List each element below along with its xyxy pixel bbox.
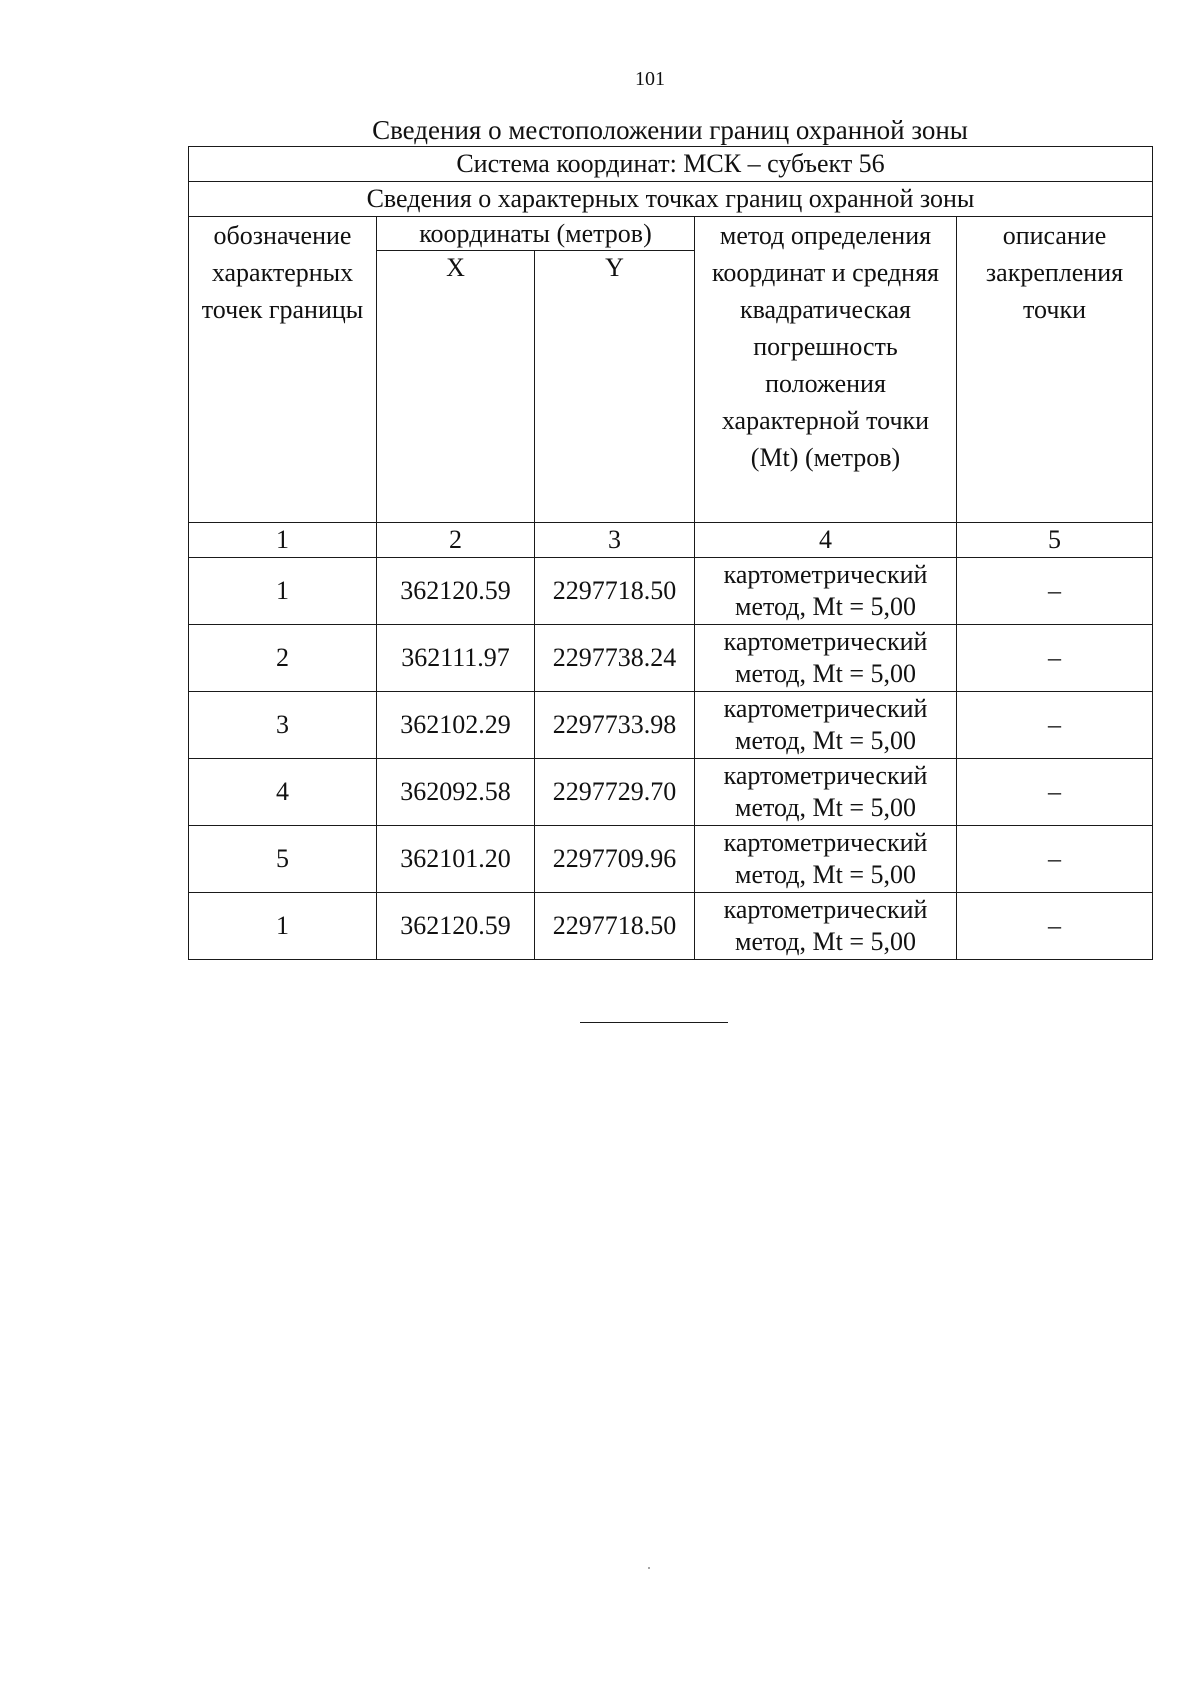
scan-speck: [648, 1567, 650, 1569]
table-row: [189, 826, 1153, 893]
table-row: [189, 625, 1153, 692]
table-column-numbers-row: [189, 523, 1153, 558]
table-row-points-heading: [189, 182, 1153, 217]
coordinate-y: 2297709.96: [535, 826, 695, 893]
point-number: 3: [189, 692, 377, 759]
table-row: [189, 692, 1153, 759]
method-line-2: метод, Mt = 5,00: [735, 927, 916, 956]
header-coordinates: координаты (метров): [377, 217, 695, 251]
coordinate-system-cell: Система координат: МСК – субъект 56: [189, 147, 1153, 182]
coordinate-x: 362101.20: [377, 826, 535, 893]
point-number: 2: [189, 625, 377, 692]
point-description: –: [957, 558, 1153, 625]
column-number-5: 5: [957, 523, 1153, 558]
column-number-3: 3: [535, 523, 695, 558]
method-line-1: картометрический: [723, 761, 928, 790]
separator-line: [580, 1022, 728, 1023]
column-number-4: 4: [695, 523, 957, 558]
point-description: –: [957, 692, 1153, 759]
point-number: 5: [189, 826, 377, 893]
method-cell: [695, 893, 957, 960]
page-number: 101: [635, 68, 665, 90]
method-line-2: метод, Mt = 5,00: [735, 726, 916, 755]
method-cell: [695, 692, 957, 759]
coordinate-y: 2297718.50: [535, 893, 695, 960]
coordinate-y: 2297718.50: [535, 558, 695, 625]
column-number-2: 2: [377, 523, 535, 558]
method-cell: [695, 759, 957, 826]
coordinate-x: 362102.29: [377, 692, 535, 759]
table-row-system: [189, 147, 1153, 182]
method-line-1: картометрический: [723, 828, 928, 857]
coordinate-x: 362111.97: [377, 625, 535, 692]
table-row: [189, 893, 1153, 960]
header-point-designation: обозначение характерных точек границы: [189, 217, 377, 523]
table-header-row-1: [189, 217, 1153, 251]
point-description: –: [957, 826, 1153, 893]
coordinates-table: [188, 146, 1153, 960]
coordinate-x: 362120.59: [377, 558, 535, 625]
method-line-2: метод, Mt = 5,00: [735, 793, 916, 822]
method-line-2: метод, Mt = 5,00: [735, 592, 916, 621]
method-cell: [695, 625, 957, 692]
coordinate-y: 2297738.24: [535, 625, 695, 692]
coordinate-y: 2297729.70: [535, 759, 695, 826]
coordinate-x: 362120.59: [377, 893, 535, 960]
column-number-1: 1: [189, 523, 377, 558]
method-line-2: метод, Mt = 5,00: [735, 659, 916, 688]
table-row: [189, 558, 1153, 625]
document-title: Сведения о местоположении границ охранной зоны: [372, 115, 968, 145]
header-x: X: [377, 251, 535, 523]
header-method: метод определения координат и средняя квадратическая погрешность положения характерной точки (Mt) (метров): [695, 217, 957, 523]
table-row: [189, 759, 1153, 826]
point-description: –: [957, 625, 1153, 692]
points-heading-cell: Сведения о характерных точках границ охранной зоны: [189, 182, 1153, 217]
point-number: 1: [189, 558, 377, 625]
coordinate-y: 2297733.98: [535, 692, 695, 759]
point-description: –: [957, 893, 1153, 960]
point-number: 1: [189, 893, 377, 960]
coordinate-x: 362092.58: [377, 759, 535, 826]
method-line-2: метод, Mt = 5,00: [735, 860, 916, 889]
header-description: описание закрепления точки: [957, 217, 1153, 523]
point-number: 4: [189, 759, 377, 826]
method-line-1: картометрический: [723, 560, 928, 589]
method-cell: [695, 558, 957, 625]
method-cell: [695, 826, 957, 893]
point-description: –: [957, 759, 1153, 826]
header-y: Y: [535, 251, 695, 523]
method-line-1: картометрический: [723, 895, 928, 924]
method-line-1: картометрический: [723, 627, 928, 656]
method-line-1: картометрический: [723, 694, 928, 723]
